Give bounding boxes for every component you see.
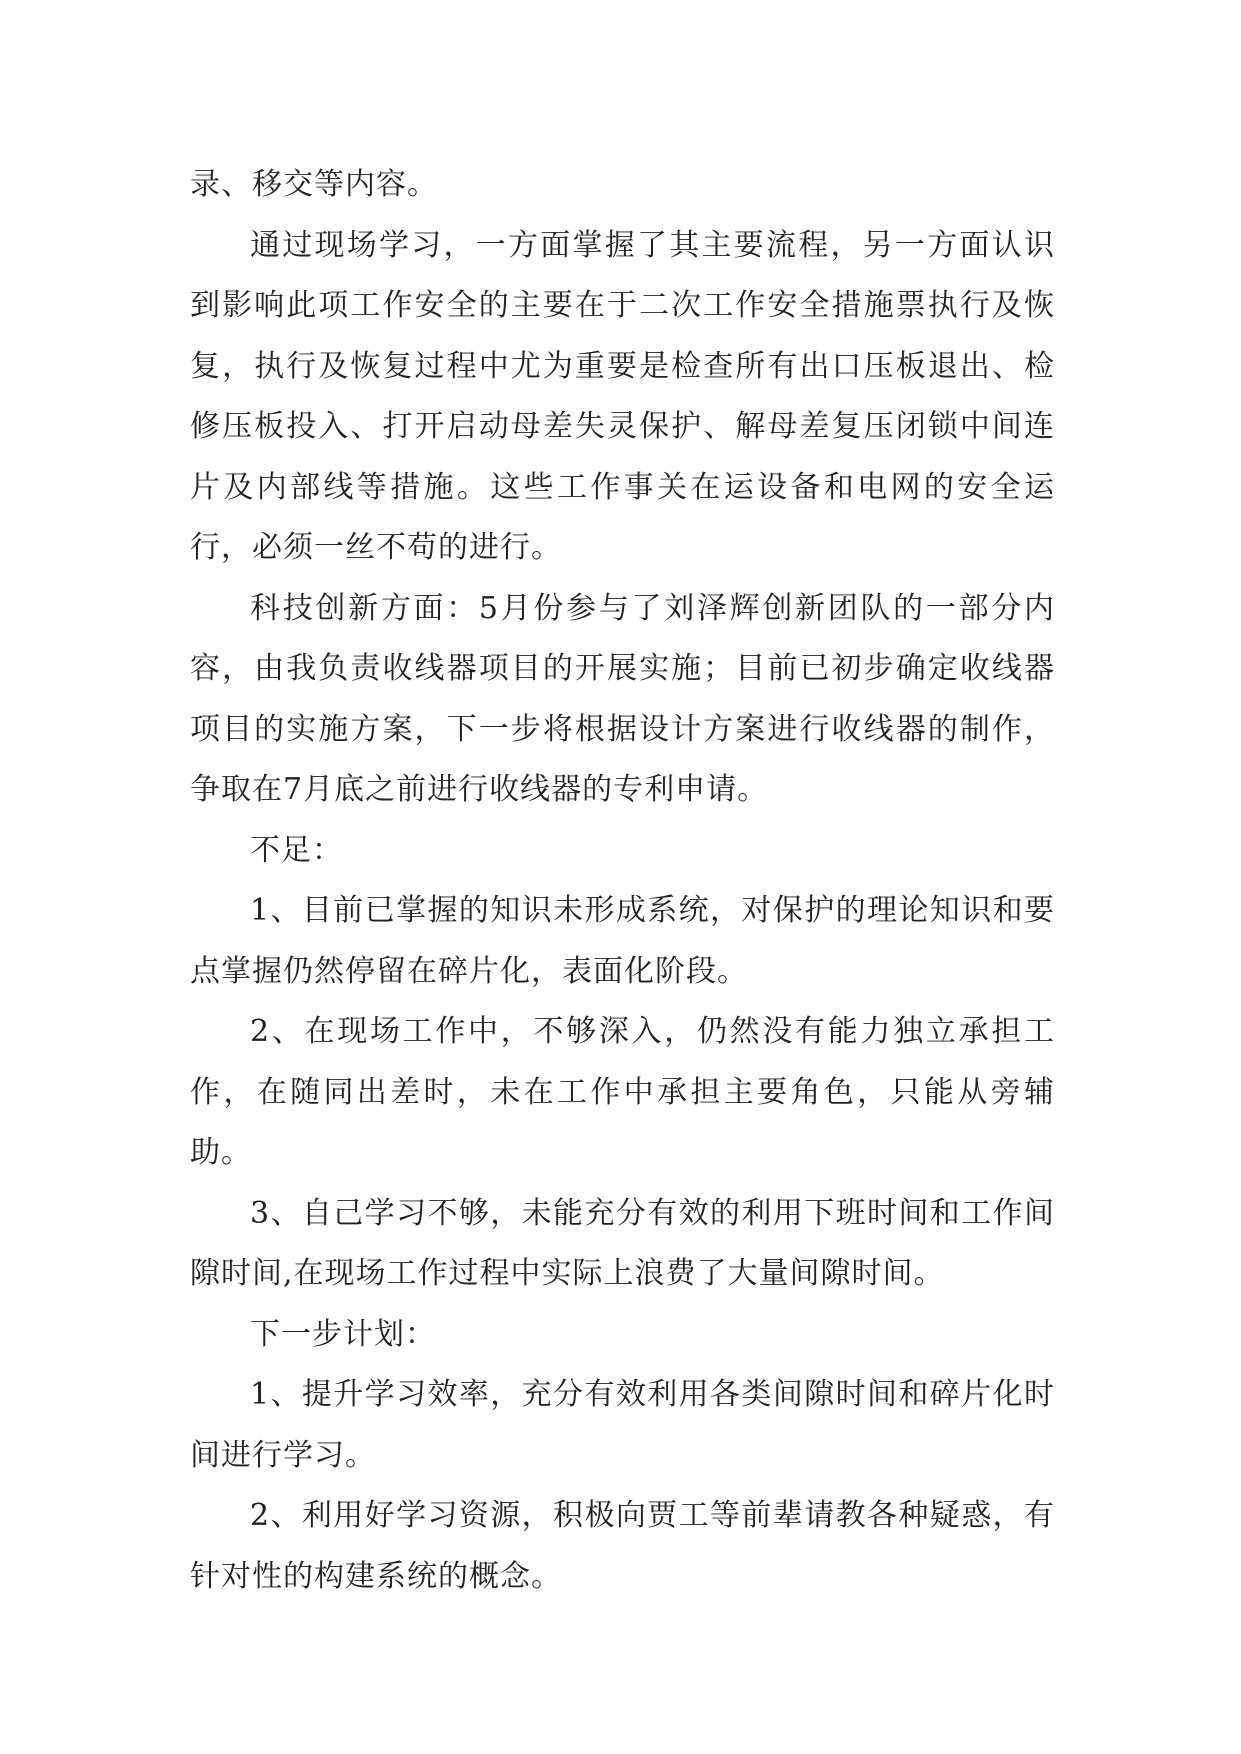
shortcoming-item-3: 3、自己学习不够，未能充分有效的利用下班时间和工作间隙时间,在现场工作过程中实际上浪费了大量间隙时间。 [190, 1195, 1055, 1291]
plan-item-2: 2、利用好学习资源，积极向贾工等前辈请教各种疑惑，有针对性的构建系统的概念。 [190, 1498, 1055, 1594]
shortcoming-item-1: 1、目前已掌握的知识未形成系统，对保护的理论知识和要点掌握仍然停留在碎片化，表面化阶段。 [190, 893, 1055, 989]
paragraph-field-study: 通过现场学习，一方面掌握了其主要流程，另一方面认识到影响此项工作安全的主要在于二次工作安全措施票执行及恢复，执行及恢复过程中尤为重要是检查所有出口压板退出、检修压板投入、打开启动母差失灵保护、解母差复压闭锁中间连片及内部线等措施。这些工作事关在运设备和电网的安全运行，必须一丝不苟的进行。 [190, 227, 1055, 565]
heading-next-plan: 下一步计划： [250, 1316, 436, 1352]
paragraph-continuation: 录、移交等内容。 [190, 167, 438, 202]
plan-item-1: 1、提升学习效率，充分有效利用各类间隙时间和碎片化时间进行学习。 [190, 1377, 1055, 1473]
shortcoming-item-2: 2、在现场工作中，不够深入，仍然没有能力独立承担工作，在随同出差时，未在工作中承担主要角色，只能从旁辅助。 [190, 1014, 1055, 1170]
heading-shortcomings: 不足： [250, 832, 343, 868]
document-page [190, 155, 1055, 1607]
paragraph-innovation: 科技创新方面：5月份参与了刘泽辉创新团队的一部分内容，由我负责收线器项目的开展实施；目前已初步确定收线器项目的实施方案，下一步将根据设计方案进行收线器的制作，争取在7月底之前进行收线器的专利申请。 [190, 590, 1055, 807]
